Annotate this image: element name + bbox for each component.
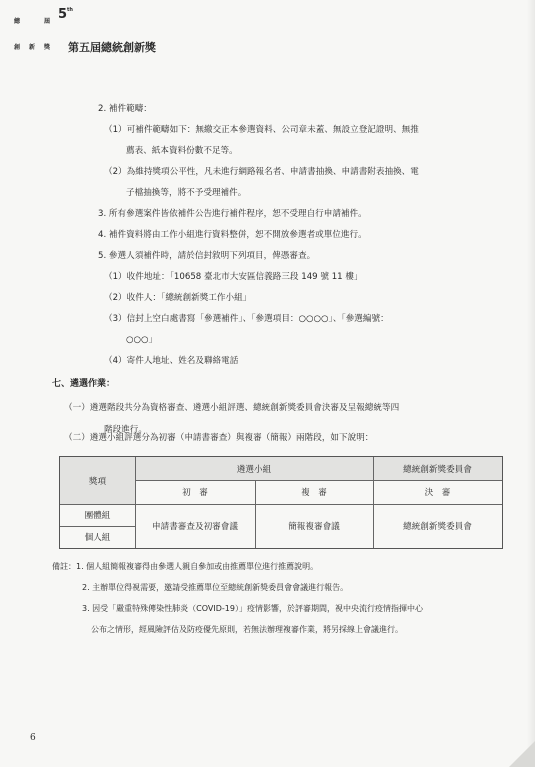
row-individual-label: 個人組: [84, 533, 111, 543]
header-award-label: 獎項: [88, 476, 107, 487]
item-2-1-line2: 薦表、紙本資料份數不足等。: [126, 146, 238, 156]
subheader-final-label: 決 審: [424, 488, 451, 498]
table-divider: [135, 480, 502, 481]
first-review-text: 申請書審查及初審會議: [152, 522, 238, 532]
item-5-4: （4）寄件人地址、姓名及聯絡電話: [104, 356, 239, 366]
second-review-text: 簡報複審會議: [288, 522, 340, 532]
subheader-second-label: 複 審: [301, 488, 327, 498]
table-divider: [135, 457, 136, 548]
header-panel-label: 遴選小組: [236, 464, 272, 475]
header-title: 第五屆總統創新獎: [68, 41, 156, 54]
subheader-first-cell: [135, 480, 255, 504]
page-edge: [527, 0, 535, 767]
item-2-2-line2: 子檔抽換等，將不予受理補件。: [126, 188, 247, 198]
section-7-1-line2: 階段進行。: [104, 425, 147, 435]
second-review-cell: [255, 504, 373, 548]
item-5-3-line1: （3）信封上空白處書寫「參選補件」、「參選項目：○○○○」、「參選編號：: [104, 314, 389, 324]
section-7-2: （二）遴選小組評選分為初審（申請書審查）與複審（簡報）兩階段，如下說明：: [64, 433, 374, 443]
header-award-cell: [60, 457, 135, 504]
selection-stage-table: [59, 456, 503, 549]
table-divider: [373, 457, 374, 548]
subheader-first-label: 初 審: [182, 488, 208, 498]
row-group-label: 團體組: [84, 511, 111, 521]
row-group-cell: [60, 504, 135, 526]
section-7-title: 七、遴選作業：: [52, 379, 116, 389]
table-divider: [60, 526, 135, 527]
item-4: 4. 補件資料將由工作小組進行資料整併，恕不開放參選者或單位進行。: [98, 230, 367, 240]
first-review-cell: [135, 504, 255, 548]
item-2-1-line1: （1）可補件範疇如下：無繳交正本參選資料、公司章未蓋、無設立登記證明、無推: [104, 125, 419, 135]
row-individual-cell: [60, 526, 135, 548]
subheader-final-cell: [373, 480, 502, 504]
item-5-2: （2）收件人：「總統創新獎工作小組」: [104, 293, 252, 303]
item-2-2-line1: （2）為維持獎項公平性，凡未進行網路報名者、申請書抽換、申請書附表抽換、電: [104, 167, 419, 177]
item-2-title: 2. 補件範疇：: [98, 104, 152, 114]
item-3: 3. 所有參選案件皆依補件公告進行補件程序，恕不受理自行申請補件。: [98, 209, 367, 219]
header-small-char: 總: [14, 18, 21, 25]
edition-number: [58, 7, 73, 22]
edition-digit: 5: [58, 7, 68, 22]
item-5-1: （1）收件地址：「10658 臺北市大安區信義路三段 149 號 11 樓」: [104, 272, 363, 282]
header-small-char: 獎: [44, 44, 51, 51]
header-small-char: 創: [14, 44, 21, 51]
subheader-second-cell: [255, 480, 373, 504]
note-1: 備註：1. 個人組簡報複審得由參選人親自參加或由推薦單位進行推薦說明。: [52, 562, 319, 571]
header-panel-cell: [135, 457, 373, 480]
item-5-3-line2: ○○○」: [126, 335, 158, 345]
header-committee-cell: [373, 457, 502, 480]
header-small-char: 屆: [44, 18, 51, 25]
page-number: 6: [30, 733, 36, 743]
section-7-1-line1: （一）遴選階段共分為資格審查、遴選小組評選、總統創新獎委員會決審及呈報總統等四: [64, 403, 400, 413]
edition-suffix: th: [67, 7, 73, 13]
table-divider: [60, 504, 502, 505]
item-5: 5. 參選人須補件時，請於信封敘明下列項目，俾憑審查。: [98, 251, 316, 261]
header-committee-label: 總統創新獎委員會: [403, 464, 472, 475]
final-review-text: 總統創新獎委員會: [403, 522, 472, 532]
page-corner: [509, 741, 535, 767]
table-divider: [255, 480, 256, 548]
final-review-cell: [373, 504, 502, 548]
header-small-char: 新: [29, 44, 36, 51]
note-2: 2. 主辦單位得視需要，邀請受推薦單位至總統創新獎委員會會議進行報告。: [82, 583, 349, 592]
note-3-line2: 公布之情形，經風險評估及防疫優先原則，若無法辦理複審作業，將另採線上會議進行。: [91, 625, 403, 634]
note-3-line1: 3. 因受「嚴重特殊傳染性肺炎（COVID-19）」疫情影響，於評審期間，視中央流行疫情指揮中心: [82, 604, 423, 613]
page-header: [14, 7, 214, 54]
